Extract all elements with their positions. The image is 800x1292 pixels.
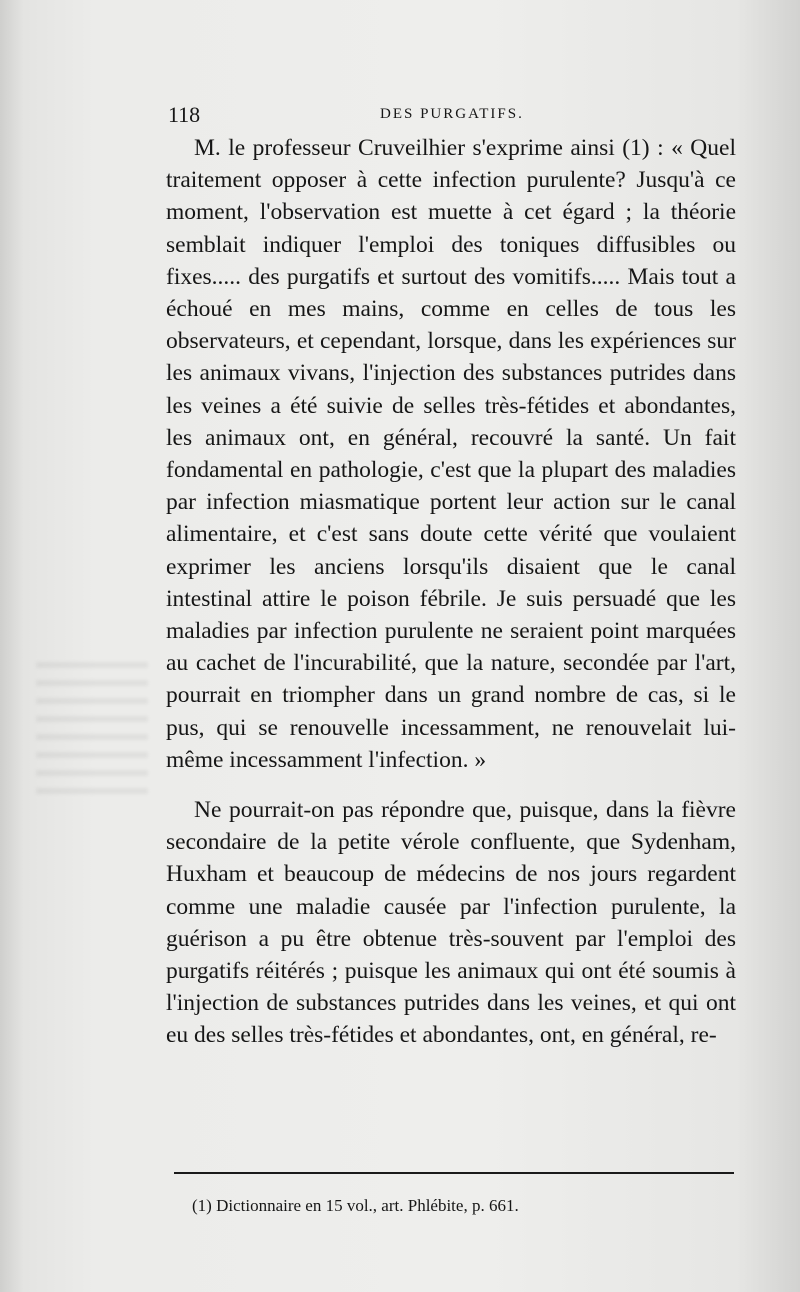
page-number: 118: [168, 102, 201, 127]
running-head: DES PURGATIFS.: [380, 106, 524, 122]
footnote-rule: [174, 1172, 734, 1174]
paragraph-2: Ne pourrait-on pas répondre que, puisque, dans la fièvre secondaire de la petite vérole confluente, que Sydenham, Huxham et beaucoup de médecins de nos jours regardent comme une maladie causée par l'infection purulente, la guérison a pu être obtenue très-souvent par l'emploi des purgatifs réitérés ; puisque les animaux qui ont été soumis à l'injection de substances putrides dans les veines, et qui ont eu des selles très-fétides et abondantes, ont, en général, re-: [166, 797, 736, 1049]
paragraph-1: M. le professeur Cruveilhier s'exprime ainsi (1) : « Quel traitement opposer à cette infection purulente? Jusqu'à ce moment, l'observation est muette à cet égard ; la théorie semblait indiquer l'emploi des toniques diffusibles ou fixes..... des purgatifs et surtout des vomitifs..... Mais tout a échoué en mes mains, comme en celles de tous les observateurs, et cependant, lorsque, dans les expériences sur les animaux vivans, l'injection des substances putrides dans les veines a été suivie de selles très-fétides et abondantes, les animaux ont, en général, recouvré la santé. Un fait fondamental en pathologie, c'est que la plupart des maladies par infection miasmatique portent leur action sur le canal alimentaire, et c'est sans doute cette vérité que voulaient exprimer les anciens lorsqu'ils disaient que le canal intestinal attire le poison fébrile. Je suis persuadé que les maladies par infection purulente ne seraient point marquées au cachet de l'incurabilité, que la nature, secondée par l'art, pourrait en triompher dans un grand nombre de cas, si le pus, qui se renouvelle incessamment, ne renouvelait lui-même incessamment l'infection. »: [166, 135, 736, 773]
page-header: [168, 102, 736, 132]
footnote: (1) Dictionnaire en 15 vol., art. Phlébite, p. 661.: [192, 1196, 519, 1215]
bleed-through-marginalia: [36, 662, 148, 802]
body-text: [166, 132, 736, 1052]
